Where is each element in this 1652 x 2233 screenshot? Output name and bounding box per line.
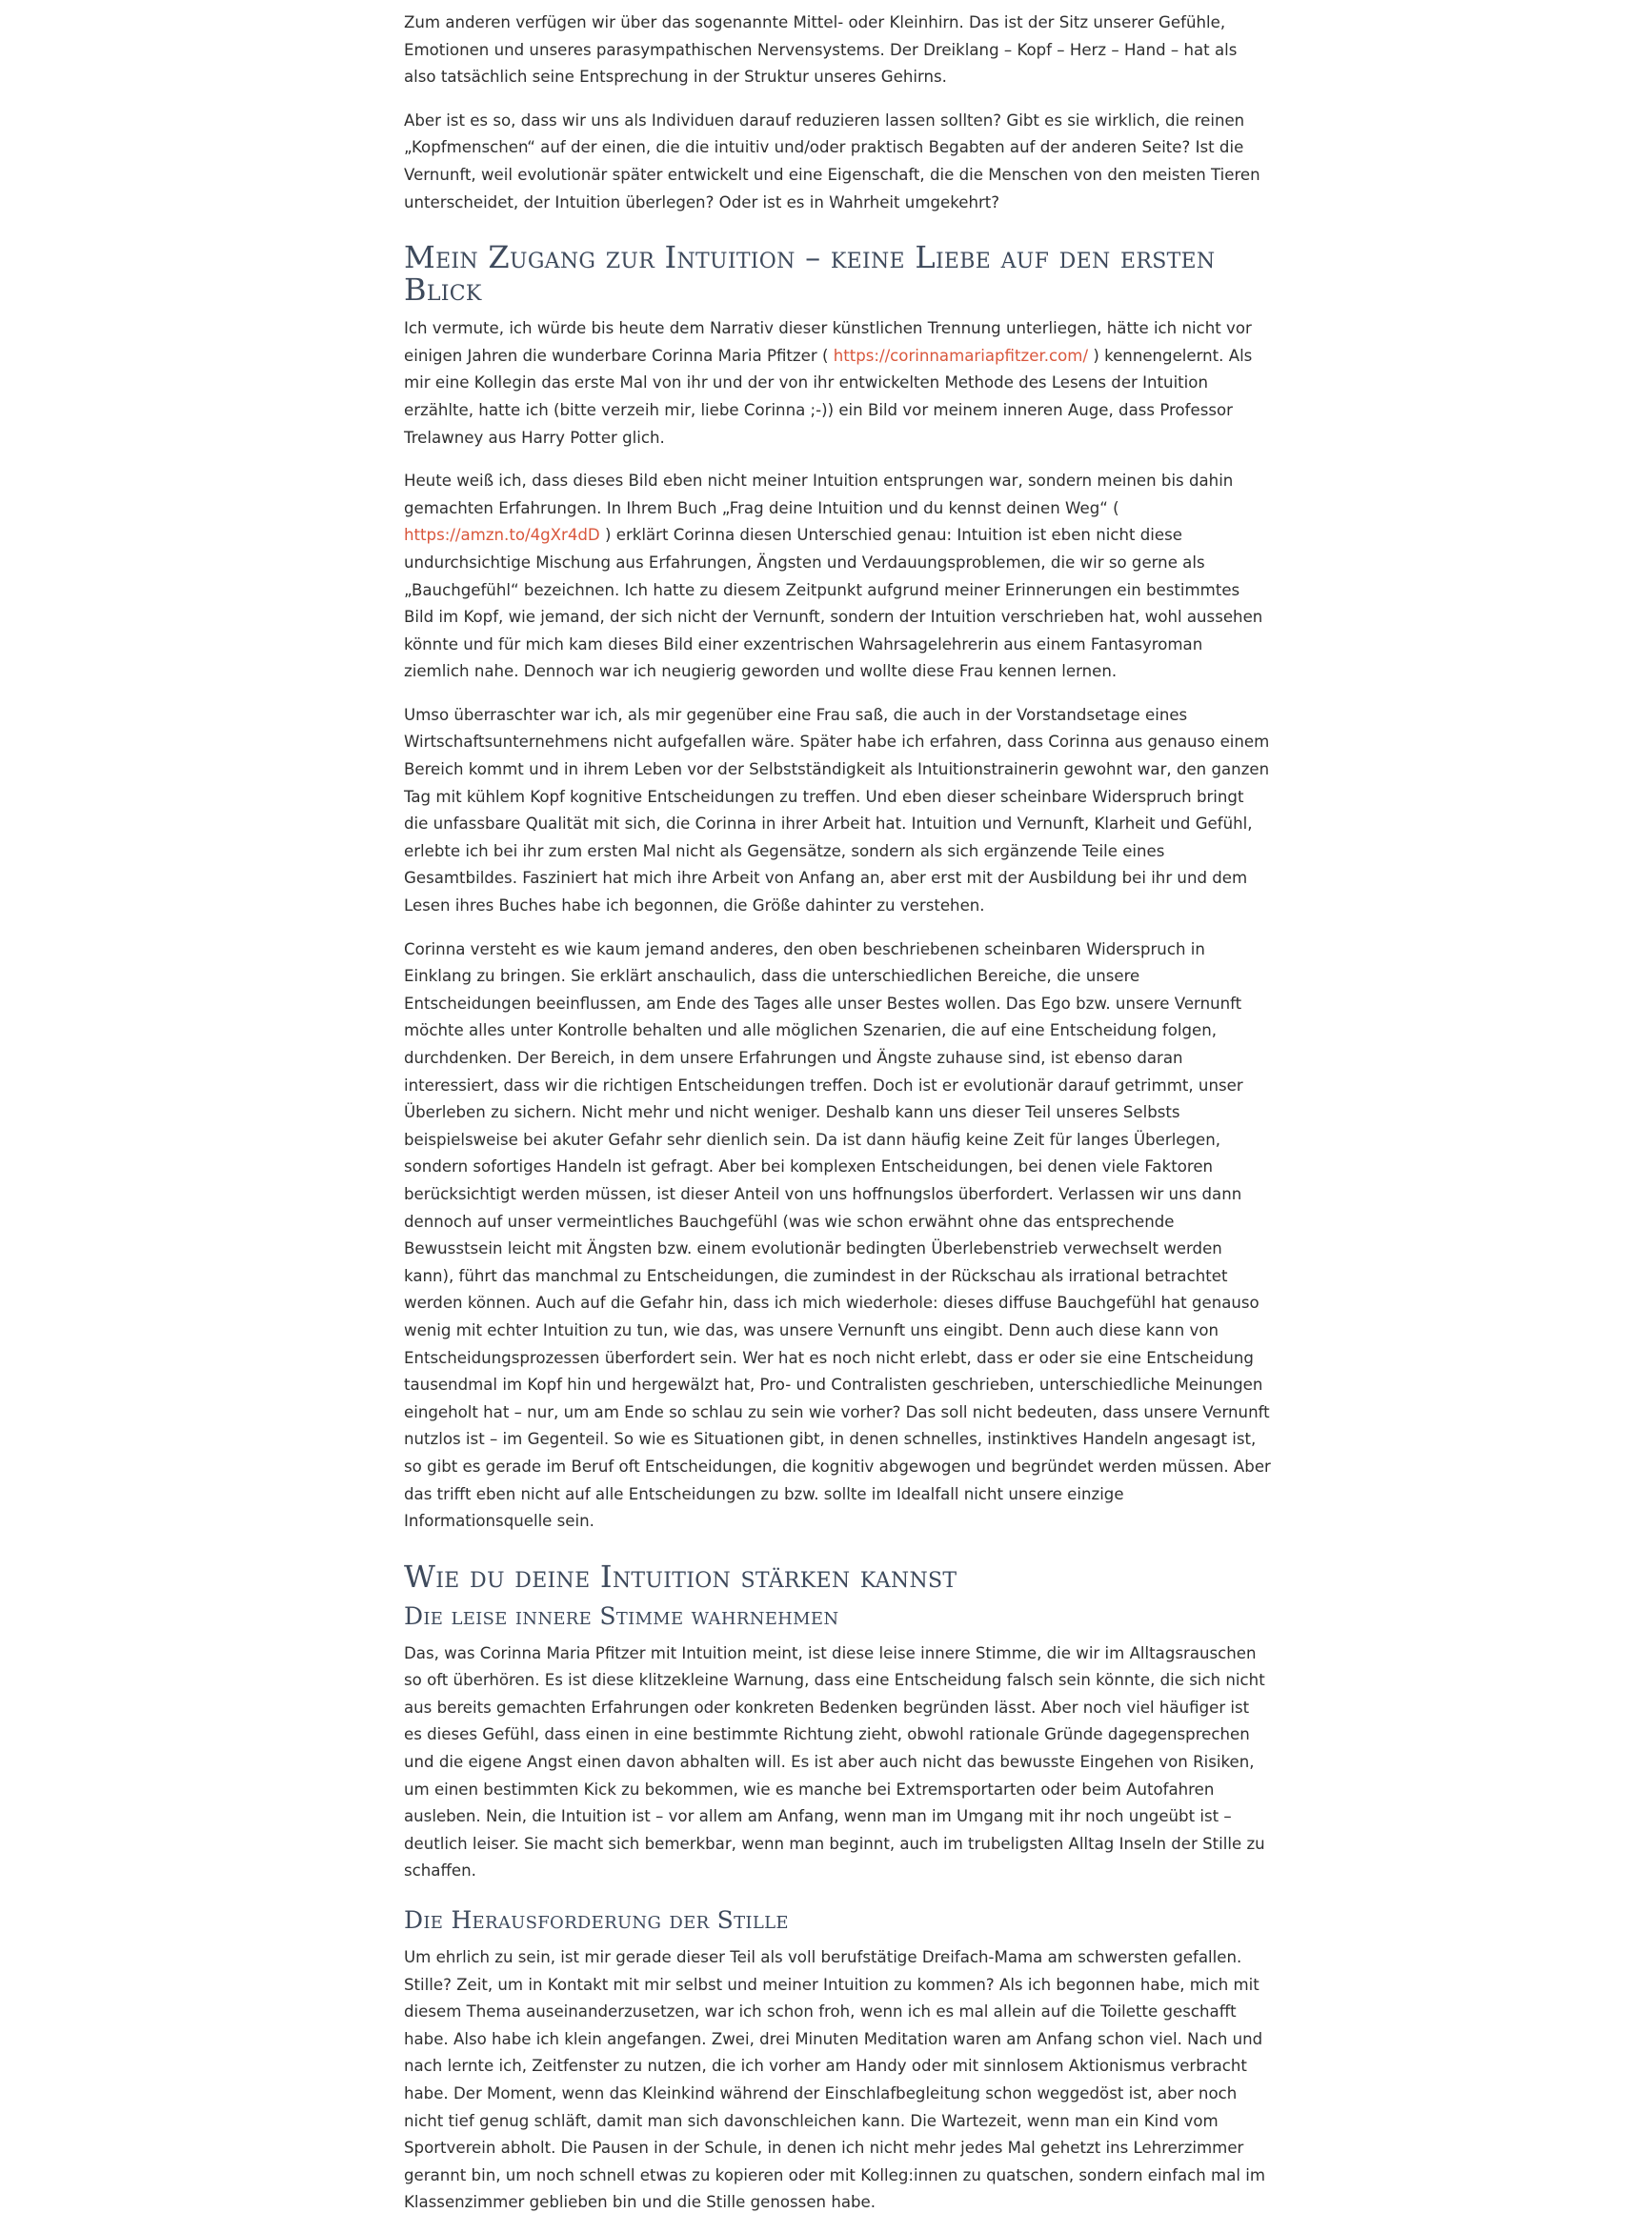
subheading-stille: Die Herausforderung der Stille xyxy=(404,1906,789,1935)
paragraph-innere-stimme: Das, was Corinna Maria Pfitzer mit Intuition meint, ist diese leise innere Stimme, die wir im Alltagsrauschen so oft überhören. Es ist diese klitzekleine Warnung, dass eine Entscheidung falsch sein könnte, die sich nicht aus bereits gemachten Erfahrungen oder konkreten Bedenken begründen lässt. Aber noch viel häufiger ist es dieses Gefühl, dass einen in eine bestimmte Richtung zieht, obwohl rationale Gründe dagegensprechen und die eigene Angst einen davon abhalten will. Es ist aber auch nicht das bewusste Eingehen von Risiken, um einen bestimmten Kick zu bekommen, wie es manche bei Extremsportarten oder beim Autofahren ausleben. Nein, die Intuition ist – vor allem am Anfang, wenn man im Umgang mit ihr noch ungeübt ist – deutlich leiser. Sie macht sich bemerkbar, wenn man beginnt, auch im trubeligsten Alltag Inseln der Stille zu schaffen. xyxy=(404,1643,1265,1881)
paragraph-ueberraschung: Umso überraschter war ich, als mir gegenüber eine Frau saß, die auch in der Vorstandsetage eines Wirtschaftsunternehmens nicht aufgefallen wäre. Später habe ich erfahren, dass Corinna aus genauso einem Bereich kommt und in ihrem Leben vor der Selbstständigkeit als Intuitionstrainerin gewohnt war, den ganzen Tag mit kühlem Kopf kognitive Entscheidungen zu treffen. Und eben dieser scheinbare Widerspruch bringt die unfassbare Qualität mit sich, die Corinna in ihrer Arbeit hat. Intuition und Vernunft, Klarheit und Gefühl, erlebte ich bei ihr zum ersten Mal nicht als Gegensätze, sondern als sich ergänzende Teile eines Gesamtbildes. Fasziniert hat mich ihre Arbeit von Anfang an, aber erst mit der Ausbildung bei ihr und dem Lesen ihres Buches habe ich begonnen, die Größe dahinter zu verstehen. xyxy=(404,705,1270,915)
paragraph-widerspruch: Corinna versteht es wie kaum jemand anderes, den oben beschriebenen scheinbaren Widerspruch in Einklang zu bringen. Sie erklärt anschaulich, dass die unterschiedlichen Bereiche, die unsere Entscheidungen beeinflussen, am Ende des Tages alle unser Bestes wollen. Das Ego bzw. unsere Vernunft möchte alles unter Kontrolle behalten und alle möglichen Szenarien, die auf eine Entscheidung folgen, durchdenken. Der Bereich, in dem unsere Erfahrungen und Ängste zuhause sind, ist ebenso daran interessiert, dass wir die richtigen Entscheidungen treffen. Doch ist er evolutionär darauf getrimmt, unser Überleben zu sichern. Nicht mehr und nicht weniger. Deshalb kann uns dieser Teil unseres Selbsts beispielsweise bei akuter Gefahr sehr dienlich sein. Da ist dann häufig keine Zeit für langes Überlegen, sondern sofortiges Handeln ist gefragt. Aber bei komplexen Entscheidungen, bei denen viele Faktoren berücksichtigt werden müssen, ist dieser Anteil von uns hoffnungslos überfordert. Verlassen wir uns dann dennoch auf unser vermeintliches Bauchgefühl (was wie schon erwähnt ohne das entsprechende Bewusstsein leicht mit Ängsten bzw. einem evolutionär bedingten Überlebenstrieb verwechselt werden kann), führt das manchmal zu Entscheidungen, die zumindest in der Rückschau als irrational betrachtet werden können. Auch auf die Gefahr hin, dass ich mich wiederhole: dieses diffuse Bauchgefühl hat genauso wenig mit echter Intuition zu tun, wie das, was unsere Vernunft uns eingibt. Denn auch diese kann von Entscheidungsprozessen überfordert sein. Wer hat es noch nicht erlebt, dass er oder sie eine Entscheidung tausendmal im Kopf hin und hergewälzt hat, Pro- und Contralisten geschrieben, unterschiedliche Meinungen eingeholt hat – nur, um am Ende so schlau zu sein wie vorher? Das soll nicht bedeuten, dass unsere Vernunft nutzlos ist – im Gegenteil. So wie es Situationen gibt, in denen schnelles, instinktives Handeln angesagt ist, so gibt es gerade im Beruf oft Entscheidungen, die kognitiv abgewogen und begründet werden müssen. Aber das trifft eben nicht auf alle Entscheidungen zu bzw. sollte im Idealfall nicht unsere einzige Informationsquelle sein. xyxy=(404,939,1271,1531)
link-amazon-buch[interactable]: https://amzn.to/4gXr4dD xyxy=(404,526,600,545)
heading-zugang-intuition: Mein Zugang zur Intuition – keine Liebe auf den ersten Blick xyxy=(404,239,1216,309)
paragraph-stille: Um ehrlich zu sein, ist mir gerade dieser Teil als voll berufstätige Dreifach-Mama am schwersten gefallen. Stille? Zeit, um in Kontakt mit mir selbst und meiner Intuition zu kommen? Als ich begonnen habe, mich mit diesem Thema auseinanderzusetzen, war ich schon froh, wenn ich es mal allein auf die Toilette geschafft habe. Also habe ich klein angefangen. Zwei, drei Minuten Meditation waren am Anfang schon viel. Nach und nach lernte ich, Zeitfenster zu nutzen, die ich vorher am Handy oder mit sinnlosem Aktionismus verbracht habe. Der Moment, wenn das Kleinkind während der Einschlafbegleitung schon weggedöst ist, aber noch nicht tief genug schläft, damit man sich davonschleichen kann. Die Wartezeit, wenn man ein Kind vom Sportverein abholt. Die Pausen in der Schule, in denen ich nicht mehr jedes Mal gehetzt ins Lehrerzimmer gerannt bin, um noch schnell etwas zu kopieren oder mit Kolleg:innen zu quatschen, sondern einfach mal im Klassenzimmer geblieben bin und die Stille genossen habe. xyxy=(404,1948,1266,2212)
article-content xyxy=(404,0,1271,2233)
paragraph-buch xyxy=(404,468,1271,686)
paragraph-mittelhirn: Zum anderen verfügen wir über das sogenannte Mittel- oder Kleinhirn. Das ist der Sitz unserer Gefühle, Emotionen und unseres parasympathischen Nervensystems. Der Dreiklang – Kopf – Herz – Hand – hat als also tatsächlich seine Entsprechung in der Struktur unseres Gehirns. xyxy=(404,13,1238,87)
heading-intuition-staerken: Wie du deine Intuition stärken kannst xyxy=(404,1558,957,1595)
paragraph-individuen: Aber ist es so, dass wir uns als Individuen darauf reduzieren lassen sollten? Gibt es sie wirklich, die reinen „Kopfmenschen“ auf der einen, die die intuitiv und/oder praktisch Begabten auf der anderen Seite? Ist die Vernunft, weil evolutionär später entwickelt und eine Eigenschaft, die die Menschen von den meisten Tieren unterscheidet, der Intuition überlegen? Oder ist es in Wahrheit umgekehrt? xyxy=(404,111,1260,211)
paragraph-text: Heute weiß ich, dass dieses Bild eben nicht meiner Intuition entsprungen war, sondern meinen bis dahin gemachten Erfahrungen. In Ihrem Buch „Frag deine Intuition und du kennst deinen Weg“ ( xyxy=(404,472,1234,517)
subheading-innere-stimme: Die leise innere Stimme wahrnehmen xyxy=(404,1601,839,1630)
paragraph-text: Ich vermute, ich würde bis heute dem Narrativ dieser künstlichen Trennung unterliegen, hätte ich nicht vor einigen Jahren die wunderbare Corinna Maria Pfitzer ( xyxy=(404,319,1252,365)
paragraph-corinna-kennengelernt xyxy=(404,315,1271,452)
link-corinna-website[interactable]: https://corinnamariapfitzer.com/ xyxy=(833,346,1089,365)
paragraph-text: ) kennengelernt. Als mir eine Kollegin das erste Mal von ihr und der von ihr entwickelten Methode des Lesens der Intuition erzählte, hatte ich (bitte verzeih mir, liebe Corinna ;-)) ein Bild vor meinem inneren Auge, dass Professor Trelawney aus Harry Potter glich. xyxy=(404,346,1253,447)
paragraph-text: ) erklärt Corinna diesen Unterschied genau: Intuition ist eben nicht diese undurchsichtige Mischung aus Erfahrungen, Ängsten und Verdauungsproblemen, die wir so gerne als „Bauchgefühl“ bezeichnen. Ich hatte zu diesem Zeitpunkt aufgrund meiner Erinnerungen ein bestimmtes Bild im Kopf, wie jemand, der sich nicht der Vernunft, sondern der Intuition verschrieben hat, wohl aussehen könnte und für mich kam dieses Bild einer exzentrischen Wahrsagelehrerin aus einem Fantasyroman ziemlich nahe. Dennoch war ich neugierig geworden und wollte diese Frau kennen lernen. xyxy=(404,526,1263,681)
